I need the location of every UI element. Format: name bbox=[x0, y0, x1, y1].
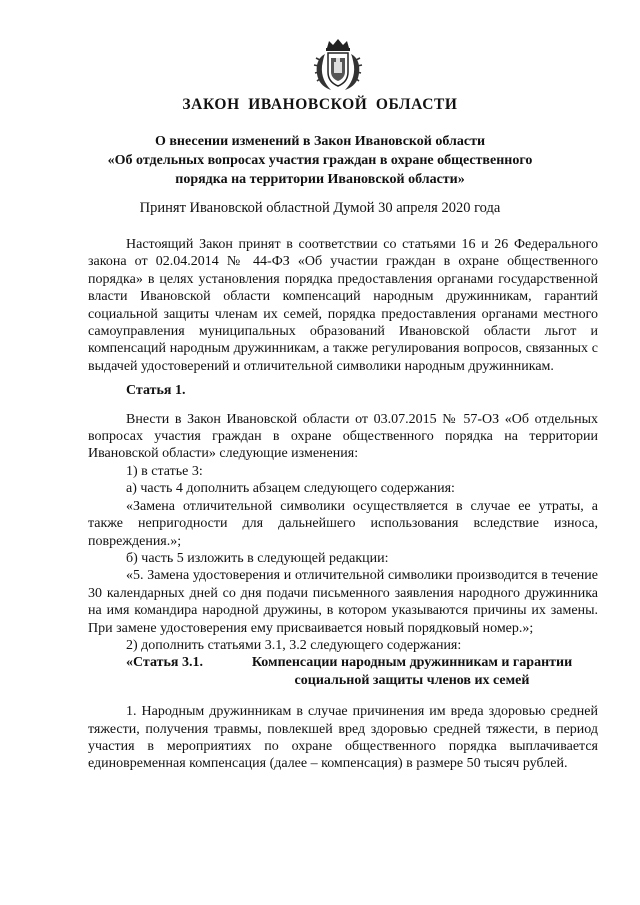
ivanovo-coat-of-arms-icon bbox=[313, 38, 363, 92]
spacer bbox=[88, 693, 598, 703]
quoted-text: «5. Замена удостоверения и отличительной символики производится в течение 30 календарных дней со дня подачи письменного заявления народного дружинника на имя командира народной дружины, в котором указываются причины их замены. При замене удостоверения ему присваивается новый порядковый номер.»; bbox=[88, 568, 598, 636]
article-intro: Внести в Закон Ивановской области от 03.07.2015 № 57-ОЗ «Об отдельных вопросах участия граждан в охране общественного порядка на территории Ивановской области» следующие изменения: bbox=[88, 411, 598, 462]
subject-line: О внесении изменений в Закон Ивановской области bbox=[154, 134, 486, 149]
sub-article-number: «Статья 3.1. bbox=[126, 655, 203, 671]
article-heading: Статья 1. bbox=[126, 383, 186, 399]
list-item: 2) дополнить статьями 3.1, 3.2 следующего содержания: bbox=[126, 637, 462, 653]
clause-paragraph: 1. Народным дружинникам в случае причинения им вреда здоровью средней тяжести, получения травмы, повлекшей вред здоровью средней тяжести, в период участия в мероприятиях по охране общественного порядка выплачивается единовременная компенсация (далее – компенсация) в размере 50 тысяч рублей. bbox=[88, 704, 598, 772]
law-subject bbox=[80, 132, 560, 189]
document-body bbox=[88, 236, 598, 773]
quoted-text: «Замена отличительной символики осуществляется в случае ее утраты, а также непригодности для дальнейшего использования вследствие износа, повреждения.»; bbox=[88, 498, 598, 549]
sub-article-heading bbox=[88, 654, 598, 689]
law-title: ЗАКОН ИВАНОВСКОЙ ОБЛАСТИ bbox=[182, 96, 458, 113]
adoption-line: Принят Ивановской областной Думой 30 апреля 2020 года bbox=[139, 200, 501, 216]
sub-article-title: Компенсации народным дружинникам и гарантии социальной защиты членов их семей bbox=[251, 655, 573, 688]
preamble-paragraph: Настоящий Закон принят в соответствии со статьями 16 и 26 Федерального закона от 02.04.2014 № 44-ФЗ «Об участии граждан в охране общественного порядка» в целях установления порядка предоставления органами государственной власти Ивановской области компенсаций народным дружинникам, гарантий социальной защиты членам их семей, порядка предоставления органами местного самоуправления муниципальных образований Ивановской области льгот и компенсаций народным дружинникам, а также регулирования вопросов, связанных с выдачей удостоверений и отличительной символики народным дружинникам. bbox=[88, 237, 598, 374]
list-item: 1) в статье 3: bbox=[126, 463, 203, 479]
list-item: а) часть 4 дополнить абзацем следующего содержания: bbox=[126, 481, 455, 497]
list-item: б) часть 5 изложить в следующей редакции: bbox=[126, 550, 389, 566]
subject-line: порядка на территории Ивановской области» bbox=[175, 172, 465, 187]
subject-line: «Об отдельных вопросах участия граждан в охране общественного bbox=[107, 153, 533, 168]
